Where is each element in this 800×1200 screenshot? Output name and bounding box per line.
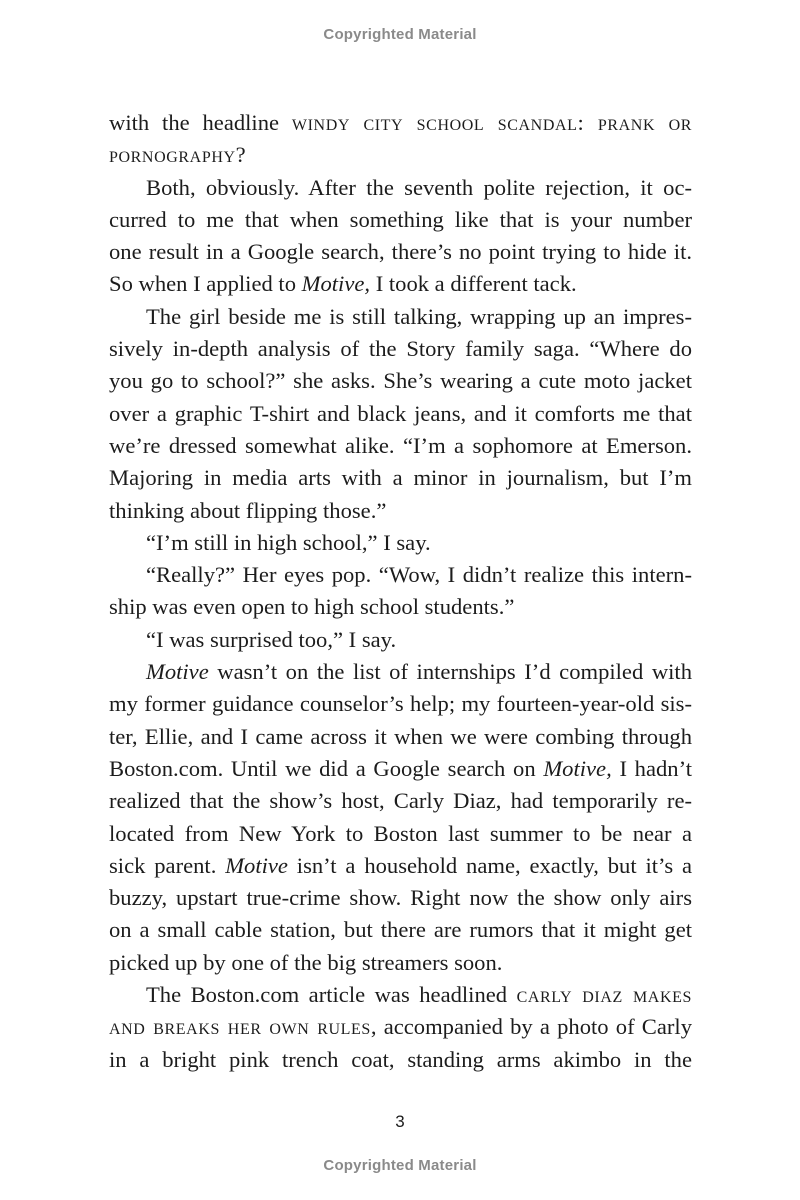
text-line: sively in-depth analysis of the Story family saga. “Where do <box>109 336 692 362</box>
text-line: pornography? <box>109 142 247 168</box>
text-line: curred to me that when something like that is your number <box>109 206 692 232</box>
text-line: one result in a Google search, there’s no point trying to hide it. <box>109 239 692 265</box>
copyright-watermark-bottom: Copyrighted Material <box>323 1157 477 1174</box>
text-line: my former guidance counselor’s help; my fourteen-year-old sis- <box>109 691 692 717</box>
text-line: “I was surprised too,” I say. <box>146 626 397 652</box>
text-line: thinking about flipping those.” <box>109 497 387 523</box>
text-line: So when I applied to Motive, I took a different tack. <box>109 271 577 297</box>
text-line: ter, Ellie, and I came across it when we were combing through <box>109 723 692 749</box>
text-line: and breaks her own rules, accompanied by a photo of Carly <box>109 1014 692 1040</box>
text-line: Boston.com. Until we did a Google search on Motive, I hadn’t <box>109 755 692 781</box>
text-line: “I’m still in high school,” I say. <box>146 529 431 555</box>
text-line: in a bright pink trench coat, standing arms akimbo in the <box>109 1046 692 1072</box>
text-line: buzzy, upstart true-crime show. Right now the show only airs <box>109 885 692 911</box>
text-line: Motive wasn’t on the list of internships I’d compiled with <box>146 659 692 685</box>
text-line: sick parent. Motive isn’t a household name, exactly, but it’s a <box>109 852 692 878</box>
text-line: “Really?” Her eyes pop. “Wow, I didn’t realize this intern- <box>146 562 692 588</box>
text-line: you go to school?” she asks. She’s wearing a cute moto jacket <box>109 368 692 394</box>
text-line: ship was even open to high school students.” <box>109 594 515 620</box>
text-line: with the headline windy city school scandal: prank or <box>109 110 692 135</box>
book-page-body <box>109 107 692 1076</box>
page-number: 3 <box>395 1112 405 1131</box>
text-line: located from New York to Boston last summer to be near a <box>109 820 692 846</box>
text-line: realized that the show’s host, Carly Diaz, had temporarily re- <box>109 788 692 814</box>
text-line: picked up by one of the big streamers soon. <box>109 949 503 975</box>
text-line: Majoring in media arts with a minor in journalism, but I’m <box>109 465 692 491</box>
copyright-watermark-top: Copyrighted Material <box>323 26 477 43</box>
text-line: on a small cable station, but there are rumors that it might get <box>109 917 692 943</box>
text-line: over a graphic T-shirt and black jeans, and it comforts me that <box>109 400 692 426</box>
text-line: The girl beside me is still talking, wrapping up an impres- <box>146 303 692 329</box>
text-line: Both, obviously. After the seventh polite rejection, it oc- <box>146 174 692 200</box>
text-line: The Boston.com article was headlined carly diaz makes <box>146 982 692 1008</box>
text-line: we’re dressed somewhat alike. “I’m a sophomore at Emerson. <box>109 432 692 458</box>
